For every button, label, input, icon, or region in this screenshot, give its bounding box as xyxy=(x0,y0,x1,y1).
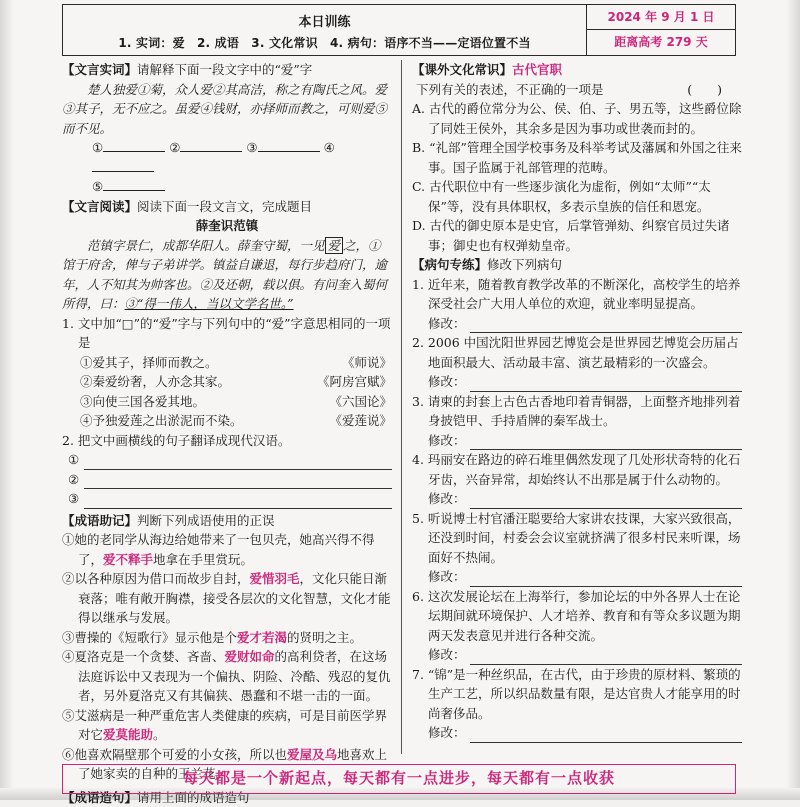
answer-blank[interactable] xyxy=(103,178,165,191)
sentence-item: 3. 请柬的封套上古色古香地印着青铜器，上面整齐地排列着身披铠甲、手持盾牌的秦军战士。 xyxy=(412,392,742,431)
blank-number: ⑤ xyxy=(92,179,103,194)
option-item xyxy=(62,372,392,392)
countdown-label: 距离高考 279 天 xyxy=(587,30,735,55)
answer-parentheses[interactable]: ( ) xyxy=(687,80,722,100)
line-number: ③ xyxy=(68,489,84,509)
option-source: 《阿房宫赋》 xyxy=(317,372,392,392)
culture-option-c: C. 古代职位中有一些逐步演化为虚衔，例如“太师”“太保”等，没有具体职权，多表示皇族的信任和恩宠。 xyxy=(412,177,742,216)
question-2: 2. 把文中画横线的句子翻译成现代汉语。 xyxy=(62,431,392,451)
section-wenyan-shici xyxy=(62,60,392,80)
option-item xyxy=(62,411,392,431)
line-number: ② xyxy=(68,470,84,490)
right-column xyxy=(412,60,742,743)
answer-line[interactable] xyxy=(62,450,392,470)
revise-label: 修改： xyxy=(428,567,466,587)
idiom-highlight: 爱才若渴 xyxy=(237,630,287,645)
sentence-item: 7. “锦”是一种丝织品，在古代，由于珍贵的原材料、繁琐的生产工艺，所以织品数量有限，是达官贵人才能享用的时尚奢侈品。 xyxy=(412,665,742,724)
blank-number: ① xyxy=(92,140,103,155)
option-source: 《爱莲说》 xyxy=(329,411,392,431)
page-title: 本日训练 xyxy=(63,11,586,30)
answer-blank[interactable] xyxy=(92,159,154,172)
section-culture xyxy=(412,60,742,80)
header-box xyxy=(62,4,736,56)
revise-line[interactable] xyxy=(412,567,742,587)
idiom-text: 。 xyxy=(153,727,166,742)
underlined-sentence: ③“得一伟人，当以文学名世。” xyxy=(125,296,294,311)
section-instruction: 修改下列病句 xyxy=(487,257,562,272)
section-tag: 【文言实词】 xyxy=(62,62,137,77)
sentence-item: 2. 2006 中国沈阳世界园艺博览会是世界园艺博览会历届占地面积最大、活动最丰富、演艺最精彩的一次盛会。 xyxy=(412,333,742,372)
section-tag: 【课外文化常识】 xyxy=(412,62,512,77)
boxed-character: 爱 xyxy=(325,237,344,254)
option-text: ③向使三国各爱其地。 xyxy=(80,394,205,409)
idiom-text: ，文化只能日渐衰落；唯有敞开胸襟，接受各层次的文化智慧，文化才能得以继承与发展。 xyxy=(78,571,391,625)
blank-number: ④ xyxy=(324,140,335,155)
revise-label: 修改： xyxy=(428,314,466,334)
idiom-text: 的贤明之主。 xyxy=(287,630,362,645)
sentence-item: 5. 听说博士村官潘汪聪要给大家讲农技课，大家兴致很高，还没到时间，村委会会议室就挤满了很多村民来听课，场面好不热闹。 xyxy=(412,509,742,568)
passage-body xyxy=(62,236,392,314)
page-shadow-left xyxy=(0,0,14,800)
section-chengyu-zhuji xyxy=(62,511,392,531)
culture-question xyxy=(412,80,742,100)
column-divider xyxy=(401,60,402,754)
question-text: 下列有关的表述，不正确的一项是 xyxy=(416,82,604,97)
left-column xyxy=(62,60,392,807)
header-left xyxy=(63,5,587,55)
revise-label: 修改： xyxy=(428,431,466,451)
section-instruction: 请解释下面一段文字中的“爱”字 xyxy=(137,62,312,77)
section-tag: 【文言阅读】 xyxy=(62,199,137,214)
option-text: ①爱其子，择师而教之。 xyxy=(80,355,218,370)
revise-line[interactable] xyxy=(412,489,742,509)
idiom-item xyxy=(62,647,392,706)
idiom-text: ⑤艾滋病是一种严重危害人类健康的疾病，可是目前医学界对它 xyxy=(62,708,387,743)
section-instruction: 判断下列成语使用的正误 xyxy=(137,513,275,528)
answer-blank[interactable] xyxy=(180,139,242,152)
idiom-highlight: 爱屋及乌 xyxy=(287,747,337,762)
culture-option-d: D. 古代的御史原本是史官，后掌管弹劾、纠察官员过失诸事；御史也有权弹劾皇帝。 xyxy=(412,216,742,255)
passage-text: 范镇字景仁，成都华阳人。薛奎守蜀，一见 xyxy=(87,238,325,253)
answer-blank[interactable] xyxy=(103,139,165,152)
idiom-text: 地拿在手里赏玩。 xyxy=(153,552,253,567)
idiom-text: 的高利贷者，在这场法庭诉讼中又表现为一个偏执、阴险、冷酷、残忍的复仇者，另外夏洛克又有其偏狭、愚蠢和不堪一击的一面。 xyxy=(78,649,391,703)
passage-text: 楚人独爱①菊，众人爱②其高洁，称之有陶氏之风。爱③其子，无不应之。虽爱④钱财，亦择师而教之，可则爱⑤而不见。 xyxy=(62,80,392,139)
option-source: 《师说》 xyxy=(342,353,392,373)
option-text: ②秦爱纷奢，人亦念其家。 xyxy=(80,374,230,389)
section-instruction: 阅读下面一段文言文，完成题目 xyxy=(137,199,312,214)
option-source: 《六国论》 xyxy=(329,392,392,412)
culture-option-a: A. 古代的爵位常分为公、侯、伯、子、男五等，这些爵位除了同姓王侯外，其余多是因为事功或世袭而封的。 xyxy=(412,99,742,138)
passage-title: 薛奎识范镇 xyxy=(62,216,392,236)
revise-label: 修改： xyxy=(428,489,466,509)
idiom-text: ⑥他喜欢隔壁那个可爱的小女孩，所以也 xyxy=(62,747,287,762)
topics-line: 1. 实词：爱 2. 成语 3. 文化常识 4. 病句：语序不当——定语位置不当 xyxy=(63,34,586,51)
question-1: 1. 文中加“□”的“爱”字与下列句中的“爱”字意思相同的一项是 xyxy=(62,314,392,353)
section-tag: 【病句专练】 xyxy=(412,257,487,272)
motto-banner: 每天都是一个新起点，每天都有一点进步，每天都有一点收获 xyxy=(62,764,736,794)
revise-line[interactable] xyxy=(412,431,742,451)
q1-options xyxy=(62,353,392,431)
page-shadow-right xyxy=(786,0,800,800)
culture-option-b: B. “礼部”管理全国学校事务及科举考试及藩属和外国之往来事。国子监属于礼部管理的范畴。 xyxy=(412,138,742,177)
section-wenyan-yuedu xyxy=(62,197,392,217)
section-bingju xyxy=(412,255,742,275)
idiom-item xyxy=(62,628,392,648)
idiom-highlight: 爱不释手 xyxy=(103,552,153,567)
idiom-highlight: 爱莫能助 xyxy=(103,727,153,742)
section-tag: 【成语造句】 xyxy=(62,790,137,805)
revise-label: 修改： xyxy=(428,723,466,743)
section-instruction: 请用上面的成语造句 xyxy=(137,790,250,805)
answer-blanks-row xyxy=(62,138,392,177)
answer-blank[interactable] xyxy=(258,139,320,152)
revise-line[interactable] xyxy=(412,723,742,743)
revise-label: 修改： xyxy=(428,645,466,665)
idiom-item xyxy=(62,706,392,745)
idiom-item xyxy=(62,530,392,569)
answer-line[interactable] xyxy=(62,489,392,509)
header-right xyxy=(587,5,735,55)
idiom-text: ④夏洛克是一个贪婪、吝啬、 xyxy=(62,649,225,664)
date-label: 2024 年 9 月 1 日 xyxy=(587,5,735,30)
option-item xyxy=(62,353,392,373)
idiom-highlight: 爱惜羽毛 xyxy=(250,571,300,586)
idiom-text: ①她的老同学从海边给她带来了一包贝壳，她高兴得不得了， xyxy=(62,532,375,567)
blank-number: ③ xyxy=(246,140,257,155)
section-topic: 古代官职 xyxy=(512,62,562,77)
idiom-highlight: 爱财如命 xyxy=(225,649,275,664)
sentence-item: 6. 这次发展论坛在上海举行，参加论坛的中外各界人士在论坛期间就环境保护、人才培养、教育和有等众多议题为期两天发表意见并进行各种交流。 xyxy=(412,587,742,646)
line-number: ① xyxy=(68,450,84,470)
revise-line[interactable] xyxy=(412,645,742,665)
sentence-item: 4. 玛丽安在路边的碎石堆里偶然发现了几处形状奇特的化石牙齿，兴奋异常，却始终认不出那是属于什么动物的。 xyxy=(412,450,742,489)
revise-line[interactable] xyxy=(412,314,742,334)
option-text: ④予独爱莲之出淤泥而不染。 xyxy=(80,413,243,428)
answer-blanks-row-2 xyxy=(62,177,392,197)
revise-label: 修改： xyxy=(428,372,466,392)
blank-number: ② xyxy=(169,140,180,155)
idiom-text: ③曹操的《短歌行》显示他是个 xyxy=(62,630,237,645)
answer-line[interactable] xyxy=(62,470,392,490)
idiom-item xyxy=(62,569,392,628)
revise-line[interactable] xyxy=(412,372,742,392)
idiom-text: 地喜欢上了她家卖的自种的玉兰花。 xyxy=(78,747,387,782)
option-item xyxy=(62,392,392,412)
section-tag: 【成语助记】 xyxy=(62,513,137,528)
passage-text: 之，①馆于府舍，俾与子弟讲学。镇益自谦退，每行步趋府门，逾年，人不知其为帅客也。②及还朝，载以俱。有问奎入蜀何所得，曰： xyxy=(62,238,387,312)
sentence-item: 1. 近年来，随着教育教学改革的不断深化，高校学生的培养深受社会广大用人单位的欢迎，就业率明显提高。 xyxy=(412,275,742,314)
idiom-text: ②以各种原因为借口而故步自封， xyxy=(62,571,250,586)
